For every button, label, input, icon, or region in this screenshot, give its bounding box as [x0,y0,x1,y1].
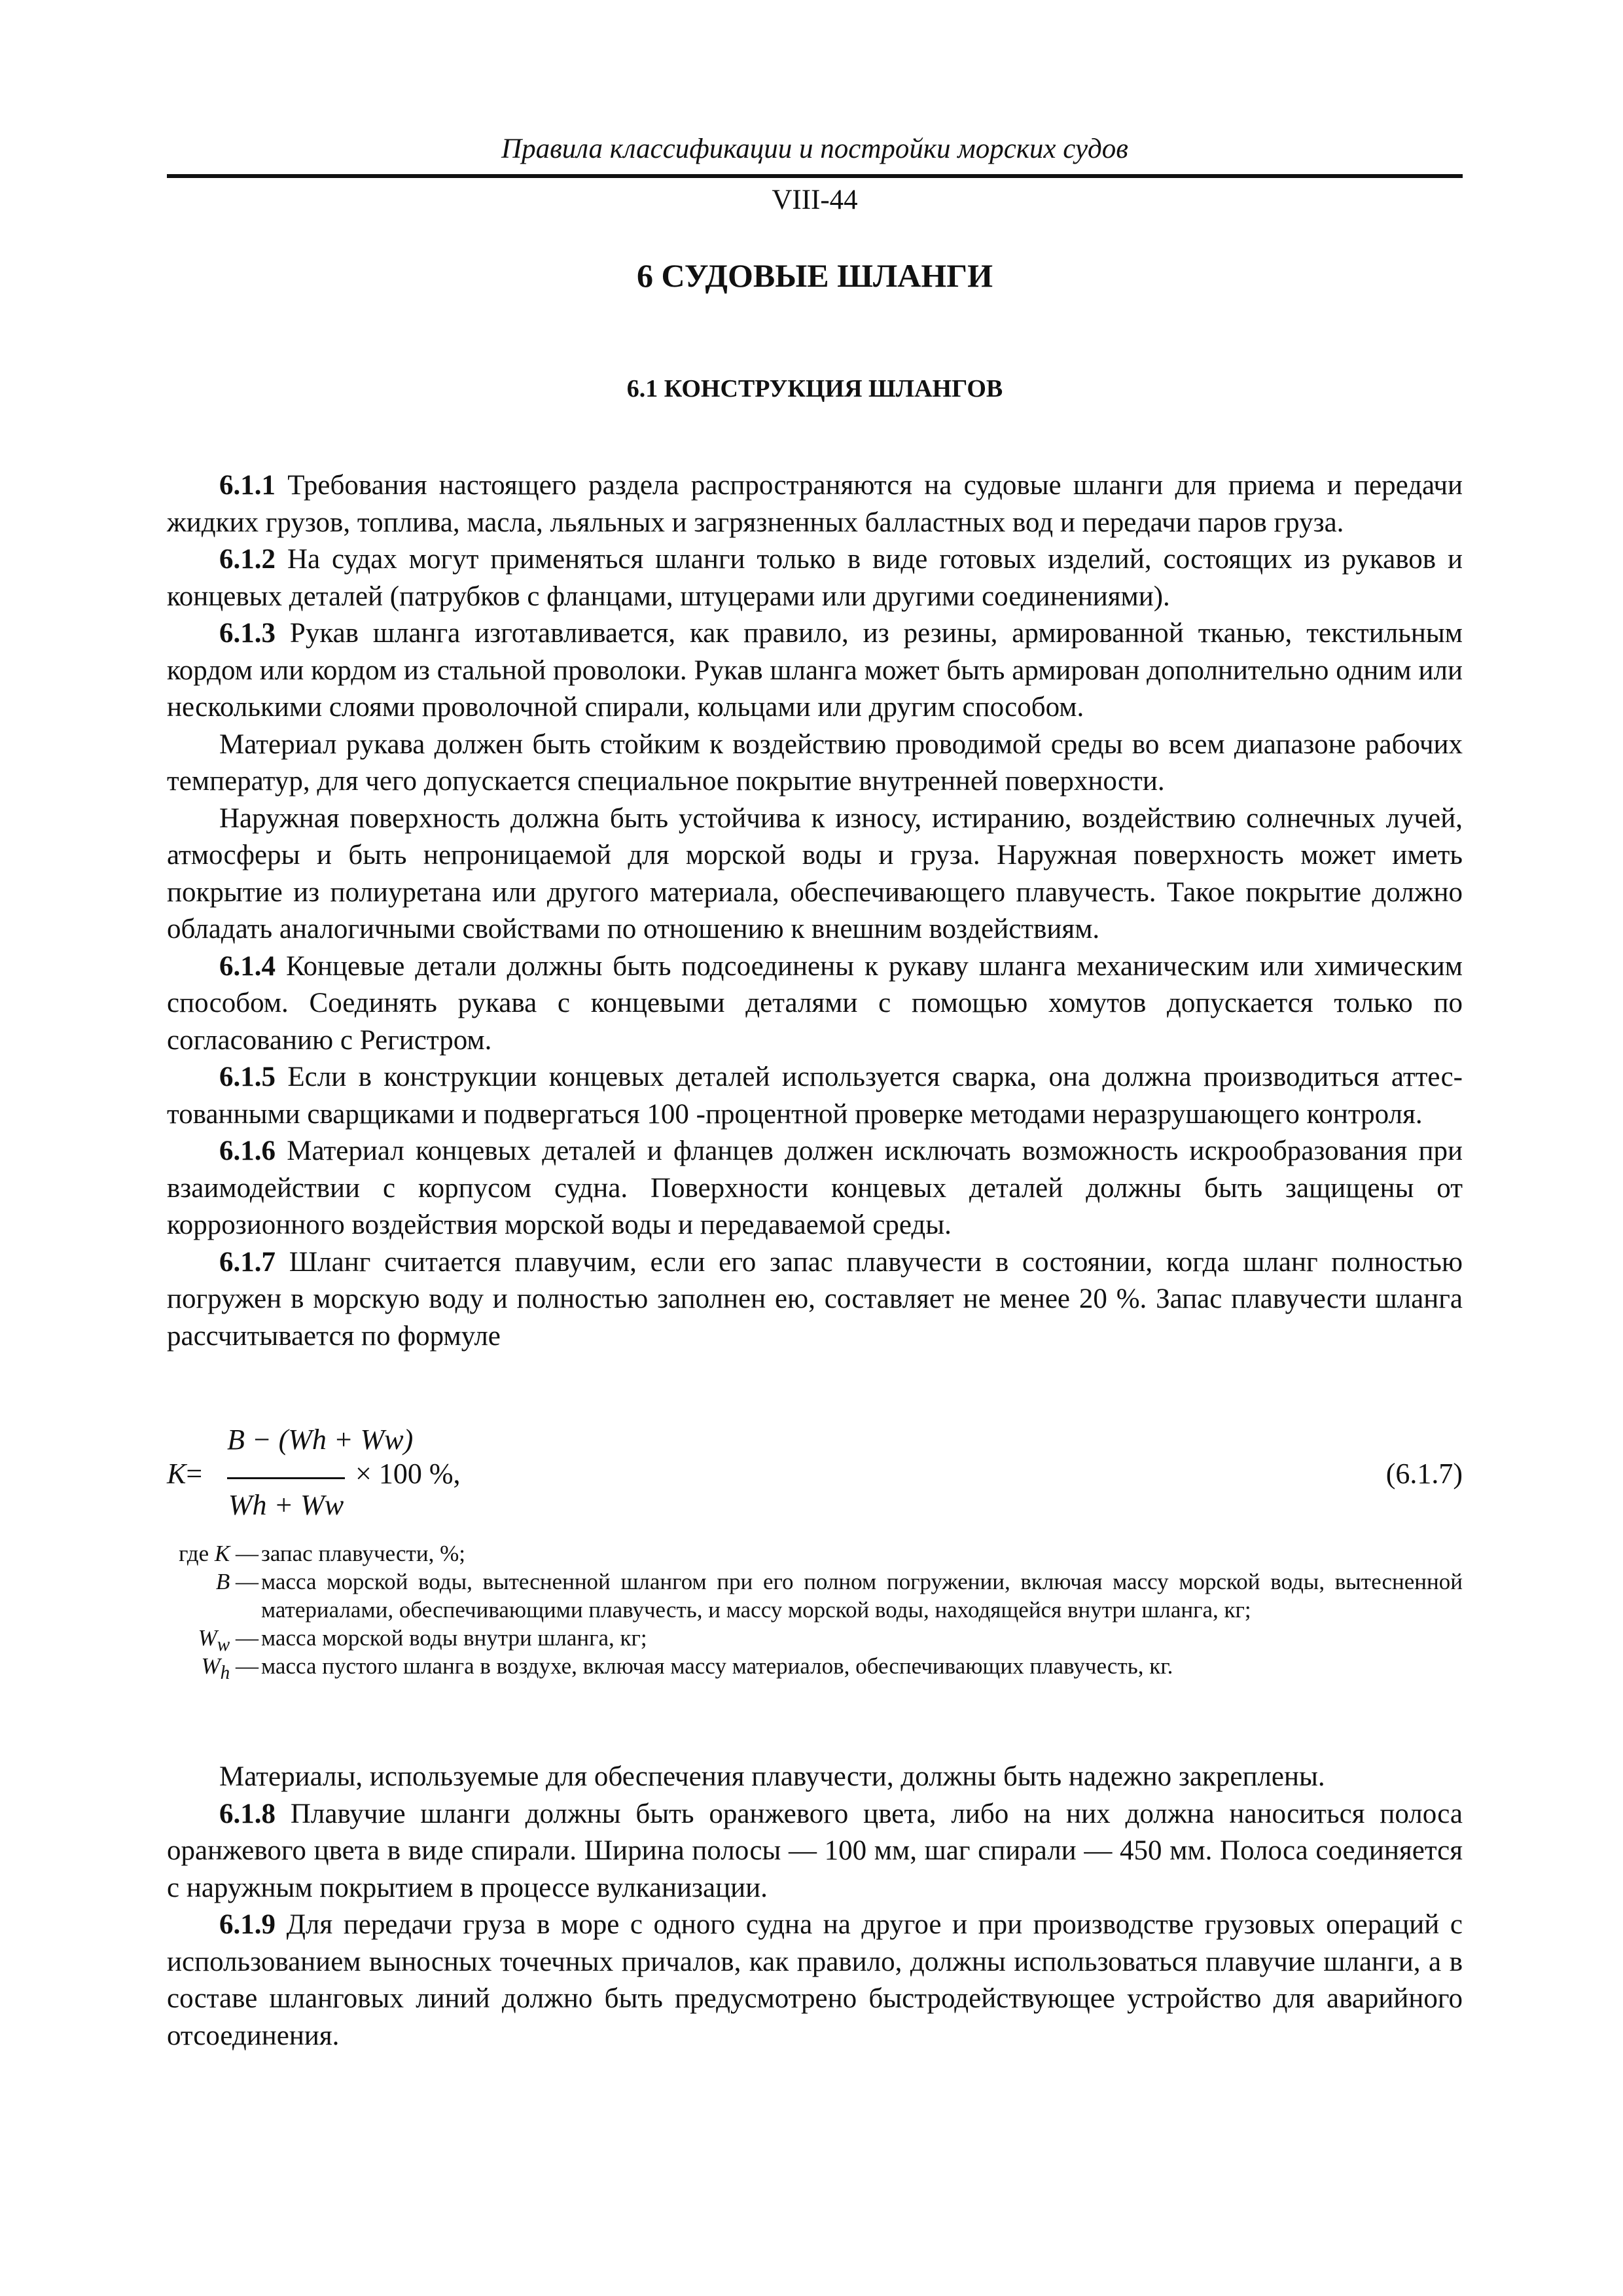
formula-numerator: B − (Wh + Ww) [227,1424,414,1456]
legend-description: масса морской воды внутри шланга, кг; [261,1625,647,1651]
paragraph-text: Плавучие шланги должны быть оранжевого цвета, либо на них должна наноситься полоса оранжевого цвета в виде спирали. Ширина полосы — 100 мм, шаг спирали — 450 мм. Полоса соединяется с наружным покрытием в процессе вулканизации. [167,1798,1463,1903]
paragraph-buoyancy-materials [167,1759,1463,1796]
paragraph-text: Шланг считается плавучим, если его запас плавучести в состоянии, когда шланг полностью погружен в морскую воду и полностью заполнен ею, составляет не менее 20 %. Запас плавучести шланга рассчитывается по формуле [167,1246,1463,1352]
clause-number: 6.1.2 [219,544,276,575]
legend-symbol: где K — [179,1541,259,1566]
body-text [167,467,1463,1355]
legend-description: масса морской воды, вытесненной шлангом при его полном погружении, включая массу морской воды, вытесненной материалами, обеспечивающими плавучесть, и массу морской воды, находящейся внутри шланга, кг; [261,1569,1463,1623]
legend-description: масса пустого шланга в воздухе, включая массу материалов, обеспечивающих плавучесть, кг. [261,1653,1173,1679]
paragraph-6-1-7 [167,1244,1463,1355]
paragraph-6-1-4 [167,948,1463,1060]
fraction-bar [227,1477,345,1479]
formula-block [167,1420,1463,1535]
section-title: 6.1 КОНСТРУКЦИЯ ШЛАНГОВ [626,375,1003,403]
running-header: Правила классификации и постройки морских судов [501,134,1128,164]
legend-description: запас плавучести, %; [261,1541,465,1566]
clause-number: 6.1.4 [219,950,276,982]
paragraph-text: Рукав шланга изготавливается, как правило, из резины, армированной тканью, текстильным кордом или кордом из стальной проволоки. Рукав шланга может быть армирован дополнительно одним или несколькими слоями проволочной спирали, кольцами или другим способом. [167,618,1463,723]
paragraph-text: Материал рукава должен быть стойким к воздействию проводимой среды во всем диапазоне рабочих температур, для чего допускается специальное покрытие внутренней поверхности. [167,728,1463,797]
clause-number: 6.1.8 [219,1798,276,1829]
legend-symbol: $W_h$ — [201,1653,259,1683]
paragraph-text: Материал концевых деталей и фланцев должен исключать возможность искрообразования при взаимодействии с корпусом судна. Поверхности концевых деталей должны быть защищены от коррозионного воздействия морской воды и передаваемой среды. [167,1136,1463,1240]
paragraph-6-1-9 [167,1907,1463,2054]
clause-number: 6.1.6 [219,1136,276,1166]
clause-number: 6.1.1 [219,470,276,501]
clause-number: 6.1.5 [219,1062,276,1092]
paragraph-6-1-8 [167,1796,1463,1907]
formula-legend [167,1539,1463,1683]
paragraph-6-1-1 [167,467,1463,541]
formula-lhs: K= [167,1458,203,1490]
formula-denominator: Wh + Ww [228,1489,344,1521]
body-text-continued [167,1759,1463,2054]
clause-number: 6.1.7 [219,1246,276,1278]
paragraph-6-1-6 [167,1133,1463,1244]
paragraph-text: Если в конструкции концевых деталей используется сварка, она должна производиться аттес-тованными сварщиками и подвергаться 100 -процентной проверке методами неразрушающего контроля. [167,1062,1463,1130]
paragraph-text: На судах могут применяться шланги только в виде готовых изделий, состоящих из рукавов и концевых деталей (патрубков с фланцами, штуцерами или другими соединениями). [167,544,1463,612]
legend-item-k [167,1539,1463,1568]
chapter-title: 6 СУДОВЫЕ ШЛАНГИ [636,257,993,294]
formula-rhs: × 100 %, [355,1458,461,1490]
paragraph-6-1-2 [167,541,1463,615]
formula-number: (6.1.7) [1385,1458,1463,1490]
paragraph-text: Материалы, используемые для обеспечения плавучести, должны быть надежно закреплены. [219,1761,1325,1792]
paragraph-6-1-5 [167,1059,1463,1133]
header-rule [167,174,1463,178]
legend-item-wh [167,1652,1463,1683]
page-number: VIII-44 [772,185,858,215]
legend-symbol: B — [215,1569,259,1594]
paragraph-material [167,726,1463,800]
paragraph-text: Требования настоящего раздела распространяются на судовые шланги для приема и передачи жидких грузов, топлива, масла, льяльных и загрязненных балластных вод и передачи паров груза. [167,470,1463,538]
legend-item-ww [167,1624,1463,1655]
clause-number: 6.1.9 [219,1909,276,1940]
legend-item-b [167,1568,1463,1624]
legend-symbol: $W_w$ — [198,1625,259,1655]
paragraph-text: Наружная поверхность должна быть устойчива к износу, истиранию, воздействию солнечных лучей, атмосферы и быть непроницаемой для морской воды и груза. Наружная поверхность может иметь покрытие из полиуретана или другого материала, обеспечивающего плавучесть. Такое покрытие должно обладать аналогичными свойствами по отношению к внешним воздействиям. [167,802,1463,944]
paragraph-text: Для передачи груза в море с одного судна на другое и при производстве грузовых операций с использованием выносных точечных причалов, как правило, должны использоваться плавучие шланги, а в составе шланговых линий должно быть предусмотрено быстродействующее устройство для аварийного отсоединения. [167,1909,1463,2051]
paragraph-6-1-3 [167,615,1463,726]
clause-number: 6.1.3 [219,618,276,649]
paragraph-text: Концевые детали должны быть подсоединены к рукаву шланга механическим или химическим способом. Соединять рукава с концевыми деталями с помощью хомутов допускается только по согласованию с Регистром. [167,950,1463,1056]
paragraph-outer-surface [167,800,1463,948]
